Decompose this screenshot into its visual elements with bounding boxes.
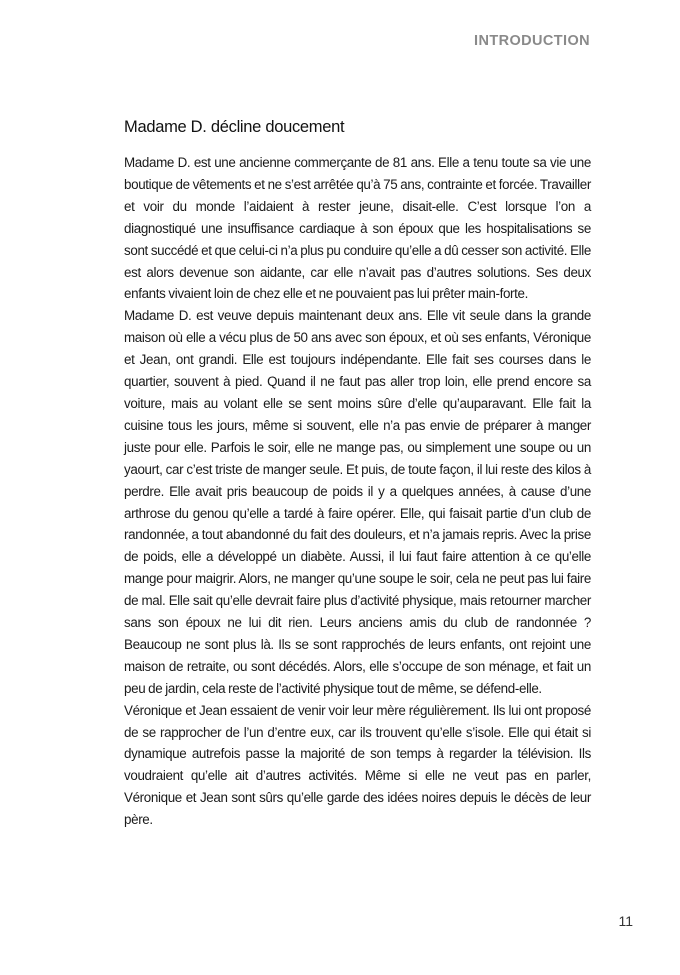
paragraph-3: Véronique et Jean essaient de venir voir leur mère régulièrement. Ils lui ont proposé de se rapprocher de l’un d’entre eux, car ils trouvent qu’elle s’isole. Elle qui était si dynamique autrefois passe la majorité de son temps à regarder la télévision. Ils voudraient qu’elle ait d’autres activités. Même si elle ne veut pas en parler, Véronique et Jean sont sûrs qu’elle garde des idées noires depuis le décès de leur père. [124, 702, 591, 828]
page-number: 11 [618, 913, 633, 929]
page-content [124, 116, 591, 831]
running-header: INTRODUCTION [474, 33, 590, 49]
paragraph-1: Madame D. est une ancienne commerçante de 81 ans. Elle a tenu toute sa vie une boutique de vêtements et ne s’est arrêtée qu’à 75 ans, contrainte et forcée. Travailler et voir du monde l’aidaient à rester jeune, disait-elle. C’est lorsque l’on a diagnostiqué une insuffisance cardiaque à son époux que les hospitalisations se sont succédé et que celui-ci n’a plus pu conduire qu’elle a dû cesser son activité. Elle est alors devenue son aidante, car elle n’avait pas d’autres solutions. Ses deux enfants vivaient loin de chez elle et ne pouvaient pas lui prêter main-forte. [124, 155, 591, 302]
section-title: Madame D. décline doucement [124, 118, 345, 136]
paragraph-2: Madame D. est veuve depuis maintenant deux ans. Elle vit seule dans la grande maison où elle a vécu plus de 50 ans avec son époux, et où ses enfants, Véronique et Jean, ont grandi. Elle est toujours indépendante. Elle fait ses courses dans le quartier, souvent à pied. Quand il ne faut pas aller trop loin, elle prend encore sa voiture, mais au volant elle se sent moins sûre d’elle qu’auparavant. Elle fait la cuisine tous les jours, même si souvent, elle n’a pas envie de préparer à manger juste pour elle. Parfois le soir, elle ne mange pas, ou simplement une soupe ou un yaourt, car c’est triste de manger seule. Et puis, de toute façon, il lui reste des kilos à perdre. Elle avait pris beaucoup de poids il y a quelques années, à cause d’une arthrose du genou qu’elle a tardé à faire opérer. Elle, qui faisait partie d’un club de randonnée, a tout abandonné du fait des douleurs, et n’a jamais repris. Avec la prise de poids, elle a développé un diabète. Aussi, il lui faut faire attention à ce qu’elle mange pour maigrir. Alors, ne manger qu’une soupe le soir, cela ne peut pas lui faire de mal. Elle sait qu’elle devrait faire plus d’activité physique, mais retourner marcher sans son époux ne lui dit rien. Leurs anciens amis du club de randonnée ? Beaucoup ne sont plus là. Ils se sont rapprochés de leurs enfants, ont rejoint une maison de retraite, ou sont décédés. Alors, elle s’occupe de son ménage, et fait un peu de jardin, cela reste de l’activité physique tout de même, se défend-elle. [124, 308, 591, 696]
